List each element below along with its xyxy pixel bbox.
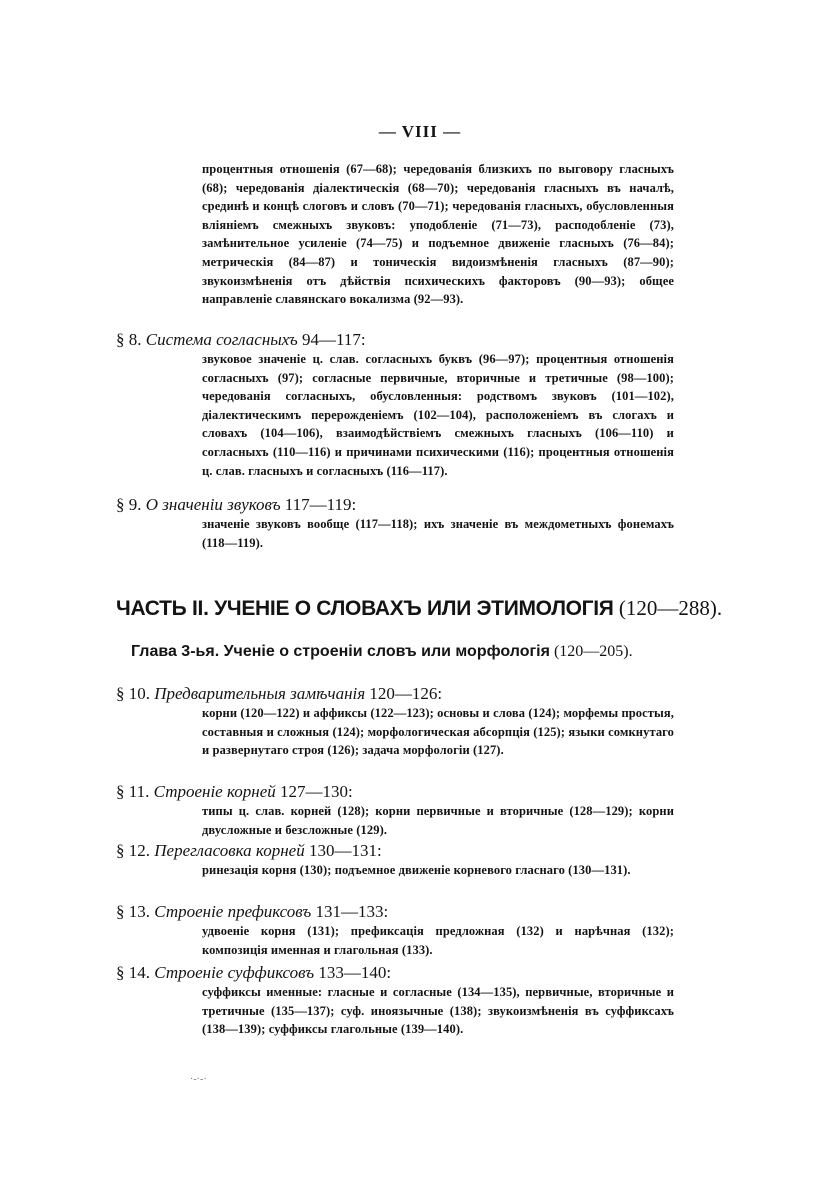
section-pages: 131—133: bbox=[315, 902, 389, 921]
section-heading-13 bbox=[116, 902, 388, 922]
section-pages: 130—131: bbox=[308, 841, 382, 860]
section-pages: 133—140: bbox=[318, 963, 392, 982]
section-title: Строеніе корней bbox=[153, 782, 276, 801]
section-pages: 120—126: bbox=[369, 684, 443, 703]
section-heading-9 bbox=[116, 495, 356, 515]
section-body-9: значеніе звуковъ вообще (117—118); ихъ значеніе въ междометныхъ фонемахъ (118—119). bbox=[202, 517, 674, 550]
section-title: Строеніе суффиксовъ bbox=[154, 963, 315, 982]
section-heading-11 bbox=[116, 782, 353, 802]
section-body-10: корни (120—122) и аффиксы (122—123); основы и слова (124); морфемы простыя, составныя и сложныя (124); морфологическая абсорпція (125); языки сомкнутаго и развернутаго строя (126); задача морфологіи (127). bbox=[202, 706, 674, 758]
page-number-header: — VIII — bbox=[378, 122, 462, 141]
section-heading-8 bbox=[116, 330, 366, 350]
section-body-12: ринезація корня (130); подъемное движеніе корневого гласнаго (130—131). bbox=[202, 863, 631, 877]
section-pages: 117—119: bbox=[284, 495, 357, 514]
section-body-14: суффиксы именные: гласные и согласные (134—135), первичные, вторичные и третичные (135—137); суф. иноязычные (138); звукоизмѣненія въ суффиксахъ (138—139); суффиксы глагольные (139—140). bbox=[202, 985, 674, 1037]
section-symbol: § 14. bbox=[116, 963, 150, 982]
section-symbol: § 9. bbox=[116, 495, 142, 514]
chapter-heading bbox=[131, 643, 691, 661]
section-title: О значеніи звуковъ bbox=[145, 495, 281, 514]
section-body-8: звуковое значеніе ц. слав. согласныхъ буквъ (96—97); процентныя отношенія согласныхъ (97); согласные первичные, вторичные и третичные (98—100); чередованія согласныхъ, обусловленныя: родствомъ звуковъ (101—102), діалектическимъ перерожденіемъ (102—104), расположеніемъ въ слогахъ и словахъ (104—106), взаимодѣйствіемъ смежныхъ гласныхъ (106—110) и согласныхъ (110—116) и причинами психическими (116); процентныя отношенія ц. слав. гласныхъ и согласныхъ (116—117). bbox=[202, 352, 674, 478]
section-heading-10 bbox=[116, 684, 442, 704]
section-pages: 127—130: bbox=[280, 782, 353, 801]
section-title: Система согласныхъ bbox=[145, 330, 298, 349]
print-speck: ·-·-· bbox=[190, 1074, 207, 1085]
section-symbol: § 13. bbox=[116, 902, 150, 921]
part-heading bbox=[116, 596, 723, 621]
section-symbol: § 11. bbox=[116, 782, 150, 801]
section-title: Предварительныя замѣчанія bbox=[154, 684, 366, 703]
section-symbol: § 12. bbox=[116, 841, 150, 860]
section-title: Перегласовка корней bbox=[154, 841, 305, 860]
section-heading-12 bbox=[116, 841, 382, 861]
chapter-pages: (120—205). bbox=[553, 643, 633, 660]
section-symbol: § 10. bbox=[116, 684, 150, 703]
continuation-paragraph: процентныя отношенія (67—68); чередованія близкихъ по выговору гласныхъ (68); чередованія діалектическія (68—70); чередованія гласныхъ въ началѣ, срединѣ и концѣ слоговъ и словъ (70—71); чередованія гласныхъ, обусловленныя вліяніемъ смежныхъ звуковъ: уподобленіе (71—73), расподобленіе (73), замѣнительное усиленіе (74—75) и подъемное движеніе гласныхъ (76—84); метрическія (84—87) и тоническія видоизмѣненія гласныхъ (87—90); звукоизмѣненія отъ дѣйствія психическихъ факторовъ (90—93); общее направленіе славянскаго вокализма (92—93). bbox=[202, 162, 674, 307]
section-body-11: типы ц. слав. корней (128); корни первичные и вторичные (128—129); корни двусложные и безсложные (129). bbox=[202, 804, 674, 837]
section-pages: 94—117: bbox=[301, 330, 366, 349]
part-label: ЧАСТЬ II. УЧЕНІЕ О СЛОВАХЪ ИЛИ ЭТИМОЛОГІЯ bbox=[116, 597, 614, 620]
chapter-label: Глава 3-ья. Ученіе о строеніи словъ или морфологія bbox=[131, 643, 550, 660]
section-heading-14 bbox=[116, 963, 391, 983]
section-body-13: удвоеніе корня (131); префиксація предложная (132) и нарѣчная (132); композиція именная и глагольная (133). bbox=[202, 924, 674, 957]
section-title: Строеніе префиксовъ bbox=[154, 902, 312, 921]
part-pages: (120—288). bbox=[618, 596, 723, 620]
section-symbol: § 8. bbox=[116, 330, 142, 349]
